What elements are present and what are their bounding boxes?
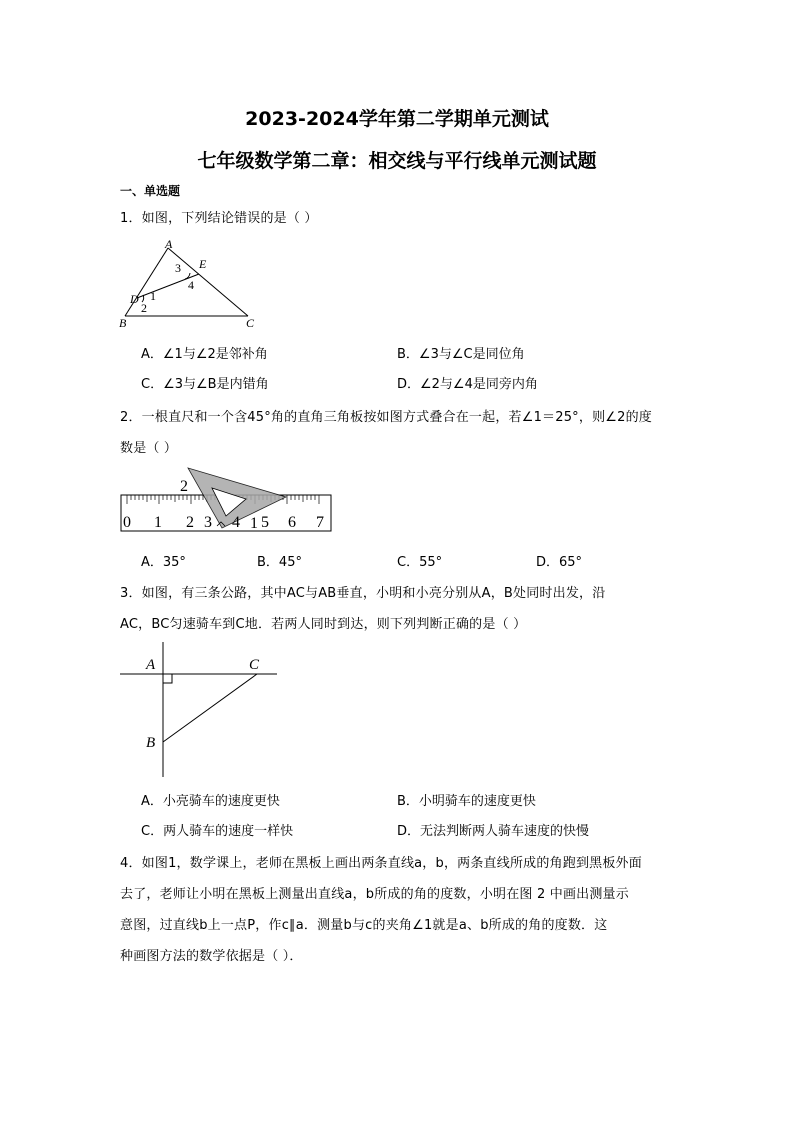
road-bc: [163, 674, 257, 742]
question-2-figure: [118, 466, 334, 534]
question-2-text-line-2: 数是（ ）: [120, 441, 178, 456]
question-1-figure: [115, 238, 265, 328]
label-c: C: [249, 657, 260, 673]
q1-option-d[interactable]: D．∠2与∠4是同旁内角: [397, 377, 538, 392]
label-3: 3: [175, 261, 181, 275]
question-2-text-line-1: 2．一根直尺和一个含45°角的直角三角板按如图方式叠合在一起，若∠1＝25°，则∠2的度: [120, 410, 653, 425]
title-line-2: 七年级数学第二章：相交线与平行线单元测试题: [197, 150, 597, 172]
q1-option-a[interactable]: A．∠1与∠2是邻补角: [141, 347, 268, 362]
q3-option-d[interactable]: D．无法判断两人骑车速度的快慢: [397, 824, 590, 839]
angle-2-label: 2: [180, 478, 188, 495]
ruler-mark-3: 3: [204, 514, 212, 531]
q3-option-b[interactable]: B．小明骑车的速度更快: [397, 794, 536, 809]
q2-option-b[interactable]: B．45°: [257, 555, 302, 570]
label-e: E: [199, 257, 207, 271]
label-a: A: [146, 657, 156, 673]
q3-option-c[interactable]: C．两人骑车的速度一样快: [141, 824, 294, 839]
q2-option-d[interactable]: D．65°: [536, 555, 583, 570]
section-heading: 一、单选题: [120, 184, 181, 198]
question-3-text-line-2: AC，BC匀速骑车到C地．若两人同时到达，则下列判断正确的是（ ）: [120, 617, 527, 632]
question-1-text: 1．如图，下列结论错误的是（ ）: [120, 211, 318, 226]
label-2: 2: [141, 301, 147, 315]
label-b: B: [119, 316, 127, 328]
ruler-mark-1: 1: [154, 514, 162, 531]
ruler-mark-7: 7: [316, 514, 324, 531]
ruler-mark-6: 6: [288, 514, 296, 531]
question-4-text-line-3: 意图，过直线b上一点P，作c∥a．测量b与c的夹角∠1就是a、b所成的角的度数．这: [120, 918, 608, 933]
label-1: 1: [150, 289, 156, 303]
label-b: B: [146, 735, 156, 751]
question-4-text-line-1: 4．如图1，数学课上，老师在黑板上画出两条直线a，b，两条直线所成的角跑到黑板外面: [120, 856, 642, 871]
q1-option-c[interactable]: C．∠3与∠B是内错角: [141, 377, 269, 392]
label-d: D: [130, 292, 139, 306]
question-4-text-line-2: 去了，老师让小明在黑板上测量出直线a，b所成的角的度数，小明在图 2 中画出测量示: [120, 887, 629, 902]
label-a: A: [165, 238, 173, 251]
question-3-figure: [117, 640, 282, 780]
label-4: 4: [188, 278, 194, 292]
q2-option-c[interactable]: C．55°: [397, 555, 443, 570]
q1-option-b[interactable]: B．∠3与∠C是同位角: [397, 347, 525, 362]
right-angle-mark: [163, 674, 172, 683]
ruler-mark-5: 5: [261, 514, 269, 531]
question-3-text-line-1: 3．如图，有三条公路，其中AC与AB垂直，小明和小亮分别从A，B处同时出发，沿: [120, 586, 606, 601]
label-c: C: [246, 316, 255, 328]
q2-option-a[interactable]: A．35°: [141, 555, 186, 570]
ruler-mark-4: 4: [232, 514, 240, 531]
q3-option-a[interactable]: A．小亮骑车的速度更快: [141, 794, 280, 809]
ruler-mark-2: 2: [186, 514, 194, 531]
ruler-mark-0: 0: [123, 514, 131, 531]
question-4-text-line-4: 种画图方法的数学依据是（ ）．: [120, 949, 303, 964]
angle-1-label: 1: [250, 515, 258, 532]
line-ac: [168, 248, 248, 316]
title-line-1: 2023-2024学年第二学期单元测试: [245, 108, 549, 130]
